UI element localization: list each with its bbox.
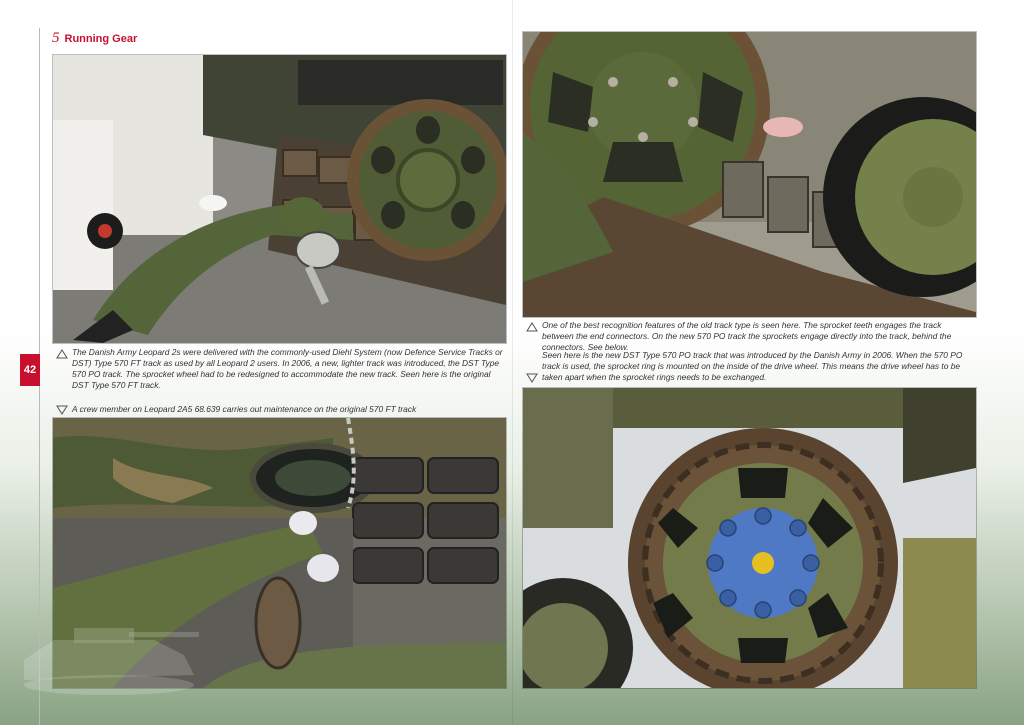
caption-crew-maintenance: A crew member on Leopard 2A5 68.639 carries out maintenance on the original 570 FT track — [72, 404, 417, 414]
triangle-down-icon — [526, 373, 538, 383]
page-number-tab — [20, 354, 40, 386]
spread-divider — [512, 0, 513, 725]
triangle-up-icon — [56, 349, 68, 359]
caption-old-track-recognition: One of the best recognition features of the old track type is seen here. The sprocket teeth engages the track between the end connectors. On the new 570 PO track the sprockets engage directly into the track, behind the connectors. See below. — [542, 320, 952, 352]
triangle-up-icon — [526, 322, 538, 332]
chapter-title: Running Gear — [64, 33, 138, 45]
tank-silhouette-watermark — [14, 600, 204, 700]
photo-old-track-sprocket — [523, 32, 976, 317]
photo-track-maintenance-under-tank — [53, 55, 506, 343]
chapter-heading — [52, 30, 137, 47]
caption-track-history: The Danish Army Leopard 2s were delivered with the commonly-used Diehl System (now Defence Service Tracks or DST) Type 570 FT track as used by all Leopard 2 users. In 2006, a new, lighter track was introduced, the DST Type 570 PO track. The sprocket wheel had to be redesigned to accommodate the new track. Seen here is the original DST Type 570 FT track. — [72, 347, 503, 390]
triangle-down-icon — [56, 405, 68, 415]
page-number: 42 — [23, 364, 37, 376]
chapter-number: 5 — [52, 30, 60, 46]
photo-new-track-drive-wheel — [523, 388, 976, 688]
caption-new-track-po: Seen here is the new DST Type 570 PO track that was introduced by the Danish Army in 2006. When the 570 PO track is used, the sprocket ring is mounted on the inside of the drive wheel. This means the drive wheel has to be taken apart when the sprocket rings needs to be exchanged. — [542, 350, 963, 382]
